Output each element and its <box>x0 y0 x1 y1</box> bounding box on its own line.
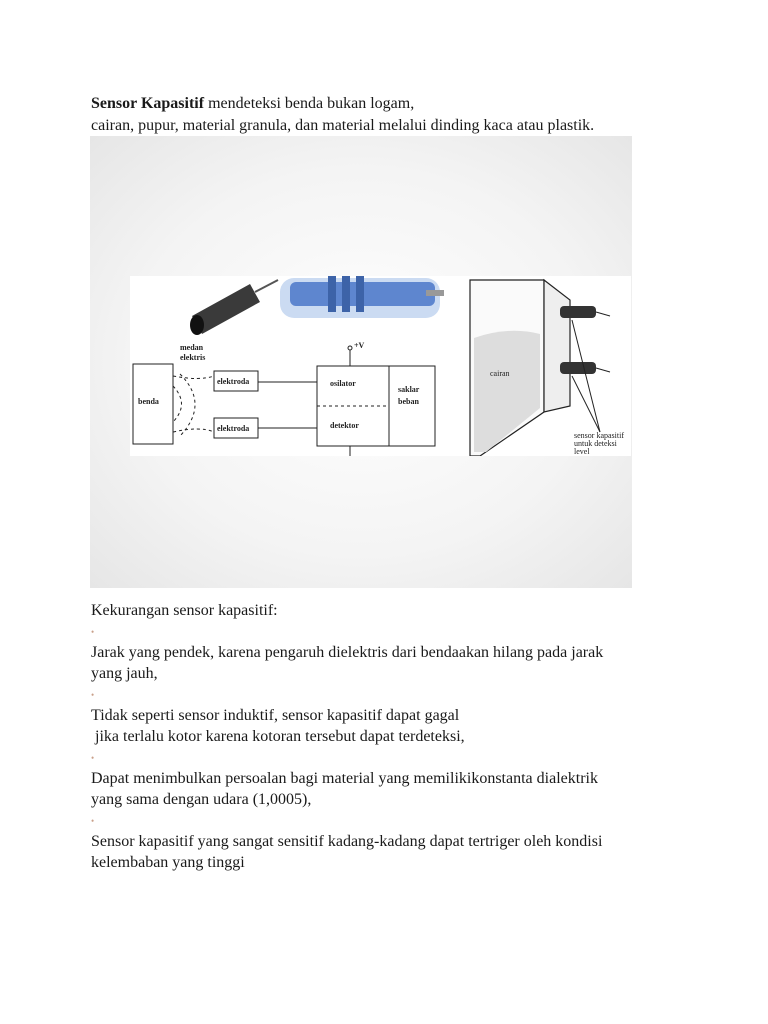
label-osilator: osilator <box>330 379 356 388</box>
sensor-diagram <box>130 276 631 456</box>
intro-line2: cairan, pupur, material granula, dan material melalui dinding kaca atau plastik. <box>91 117 595 134</box>
list-item-4-line1: Sensor kapasitif yang sangat sensitif kadang-kadang dapat tertriger oleh kondisi <box>91 833 603 850</box>
bullet-icon: • <box>91 690 95 700</box>
bullet-icon: • <box>91 627 95 637</box>
bullet-icon: • <box>91 753 95 763</box>
intro-title: Sensor Kapasitif <box>91 95 205 112</box>
sensor-figure <box>90 136 632 588</box>
label-saklar: saklar <box>398 385 420 394</box>
label-beban: beban <box>398 397 419 406</box>
label-note1: sensor kapasitif <box>574 431 624 440</box>
label-medan: medan <box>180 343 204 352</box>
list-item-3-line2: yang sama dengan udara (1,0005), <box>91 791 312 808</box>
label-elektroda-top: elektroda <box>217 377 250 386</box>
label-note2: untuk deteksi <box>574 439 617 448</box>
list-heading: Kekurangan sensor kapasitif: <box>91 602 278 619</box>
sensor-photo-dark <box>190 280 278 335</box>
figure-panel <box>130 276 631 456</box>
circuit-diagram <box>133 346 435 456</box>
sensor-photo-blue <box>280 276 444 318</box>
list-item-2-line2: jika terlalu kotor karena kotoran tersebut dapat terdeteksi, <box>91 728 465 745</box>
list-item-4-line2: kelembaban yang tinggi <box>91 854 245 871</box>
hopper-diagram <box>470 280 570 456</box>
label-elektris: elektris <box>180 353 206 362</box>
bullet-icon: • <box>91 816 95 826</box>
label-vplus: +V <box>354 341 365 350</box>
list-item-2-line1: Tidak seperti sensor induktif, sensor kapasitif dapat gagal <box>91 707 460 724</box>
drawbacks-list <box>91 600 691 873</box>
label-detektor: detektor <box>330 421 359 430</box>
intro-paragraph <box>91 93 731 137</box>
list-item-1-line2: yang jauh, <box>91 665 158 682</box>
label-benda: benda <box>138 397 159 406</box>
list-item-3-line1: Dapat menimbulkan persoalan bagi material yang memilikikonstanta dialektrik <box>91 770 598 787</box>
list-item-1-line1: Jarak yang pendek, karena pengaruh dielektris dari bendaakan hilang pada jarak <box>91 644 604 661</box>
label-cairan: cairan <box>490 369 510 378</box>
intro-line1: mendeteksi benda bukan logam, <box>204 95 415 112</box>
label-elektroda-bottom: elektroda <box>217 424 250 433</box>
label-note3: level <box>574 447 590 456</box>
